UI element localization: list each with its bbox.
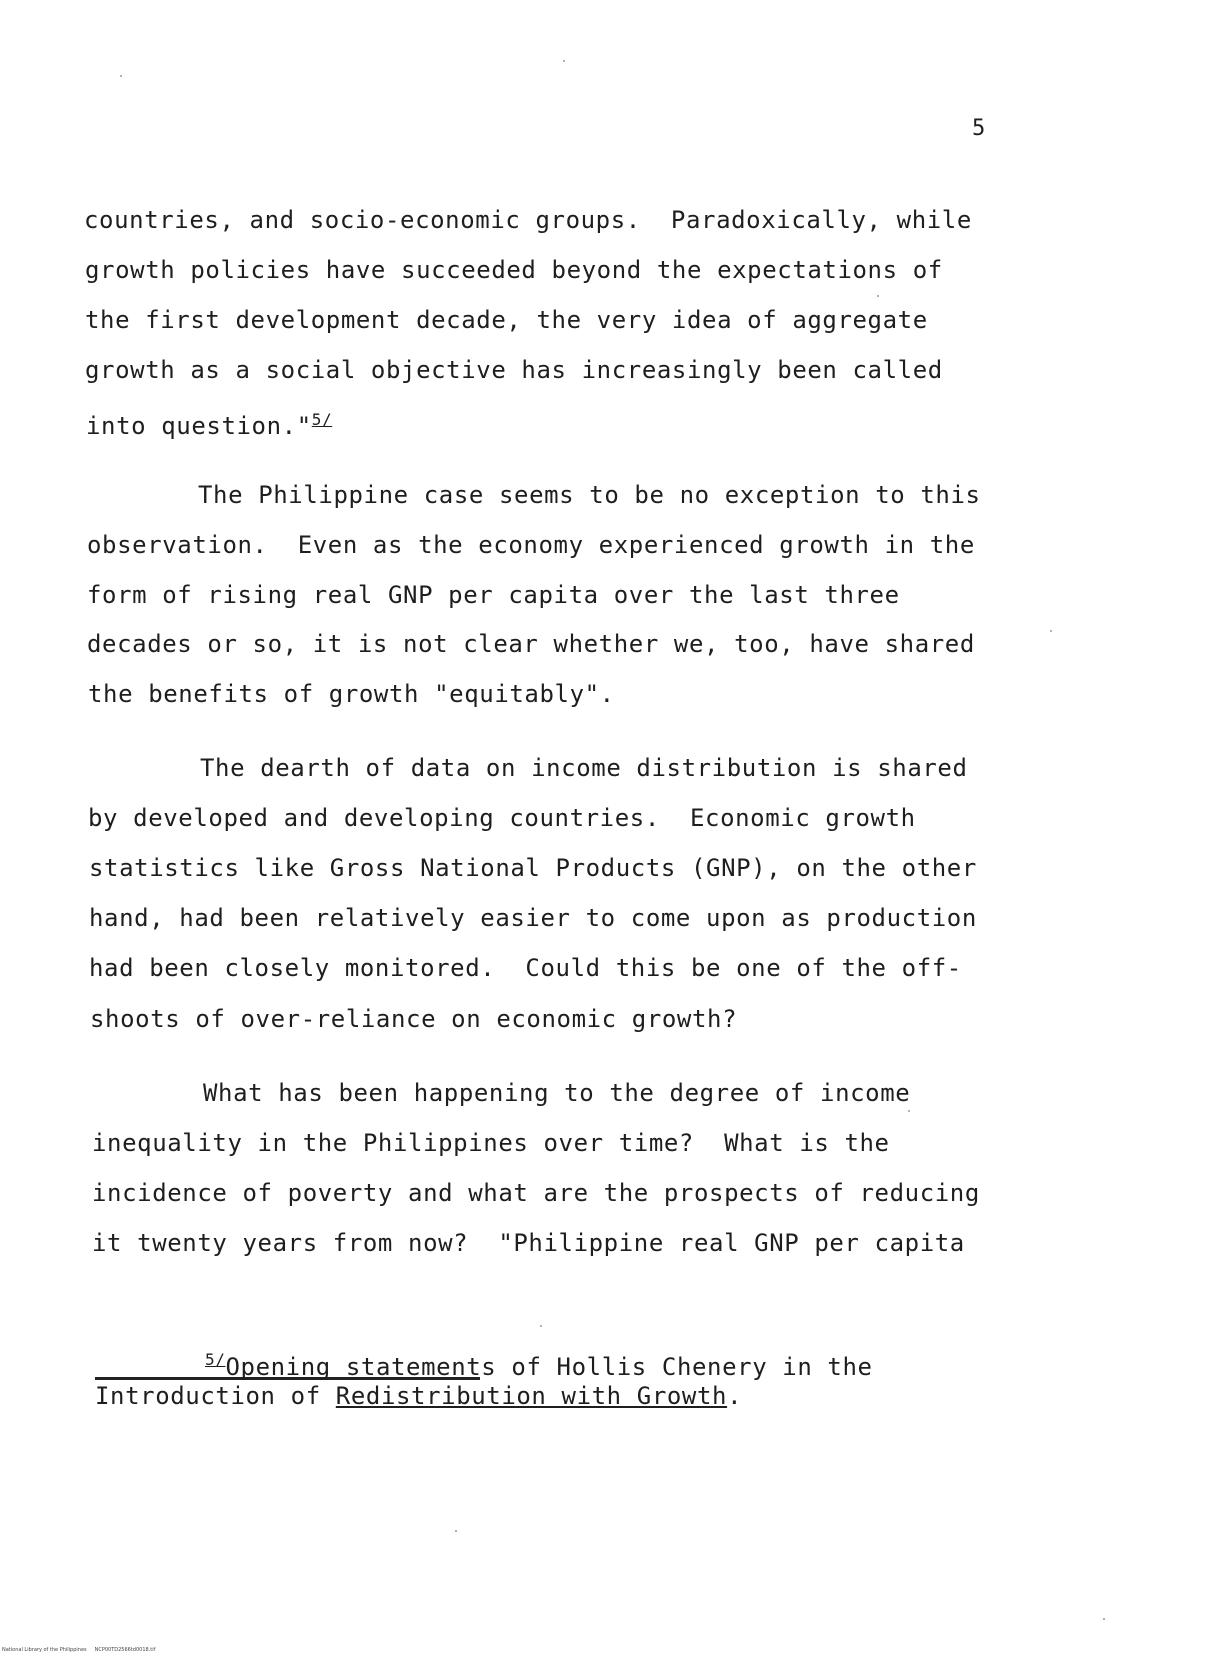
text-line: statistics like Gross National Products (GNP), on the other bbox=[89, 854, 977, 882]
footnote-mark: 5/ bbox=[205, 1350, 226, 1369]
book-title: Redistribution with Growth bbox=[335, 1382, 728, 1410]
text-line: form of rising real GNP per capita over the last three bbox=[87, 581, 900, 609]
text-line: What has been happening to the degree of income bbox=[203, 1079, 911, 1107]
text-line: hand, had been relatively easier to come upon as production bbox=[89, 904, 977, 932]
text-line: it twenty years from now? "Philippine real GNP per capita bbox=[92, 1229, 965, 1257]
text-line: growth as a social objective has increasingly been called bbox=[85, 356, 943, 384]
scan-speck bbox=[120, 75, 122, 77]
scan-speck bbox=[877, 295, 879, 297]
footnote-line-1 bbox=[205, 1350, 873, 1381]
text-line: the benefits of growth "equitably". bbox=[88, 680, 615, 708]
text-line: inequality in the Philippines over time? What is the bbox=[92, 1129, 890, 1157]
text-line-with-footnote bbox=[86, 405, 332, 441]
scan-speck bbox=[563, 60, 565, 62]
text-line: incidence of poverty and what are the prospects of reducing bbox=[92, 1179, 980, 1207]
scan-speck bbox=[1103, 1618, 1105, 1620]
footnote-text: . bbox=[727, 1382, 743, 1410]
text-line: the first development decade, the very idea of aggregate bbox=[85, 306, 928, 334]
text-line: growth policies have succeeded beyond the expectations of bbox=[85, 256, 943, 284]
text-line: The dearth of data on income distribution is shared bbox=[200, 754, 968, 782]
page-number: 5 bbox=[972, 116, 986, 141]
footnote-reference: 5/ bbox=[311, 410, 333, 429]
text-line: shoots of over-reliance on economic growth? bbox=[90, 1005, 738, 1033]
text-line: countries, and socio-economic groups. Paradoxically, while bbox=[84, 206, 972, 234]
scan-speck bbox=[908, 1110, 910, 1112]
footnote-text: Opening statements of Hollis Chenery in the bbox=[225, 1353, 873, 1381]
scan-speck bbox=[540, 1325, 542, 1327]
text-line: observation. Even as the economy experienced growth in the bbox=[87, 531, 975, 559]
archive-label: National Library of the Philippines NCP00TD2566td0018.tif bbox=[2, 1647, 156, 1653]
text-line: into question." bbox=[86, 412, 312, 440]
scan-speck bbox=[1050, 630, 1052, 632]
text-line: decades or so, it is not clear whether we, too, have shared bbox=[87, 630, 975, 658]
text-line: had been closely monitored. Could this be one of the off- bbox=[89, 954, 962, 982]
footnote-text: Introduction of bbox=[95, 1382, 336, 1410]
scan-speck bbox=[455, 1530, 457, 1532]
text-line: The Philippine case seems to be no exception to this bbox=[198, 481, 981, 509]
footnote-line-2 bbox=[95, 1382, 742, 1410]
text-line: by developed and developing countries. Economic growth bbox=[88, 804, 916, 832]
